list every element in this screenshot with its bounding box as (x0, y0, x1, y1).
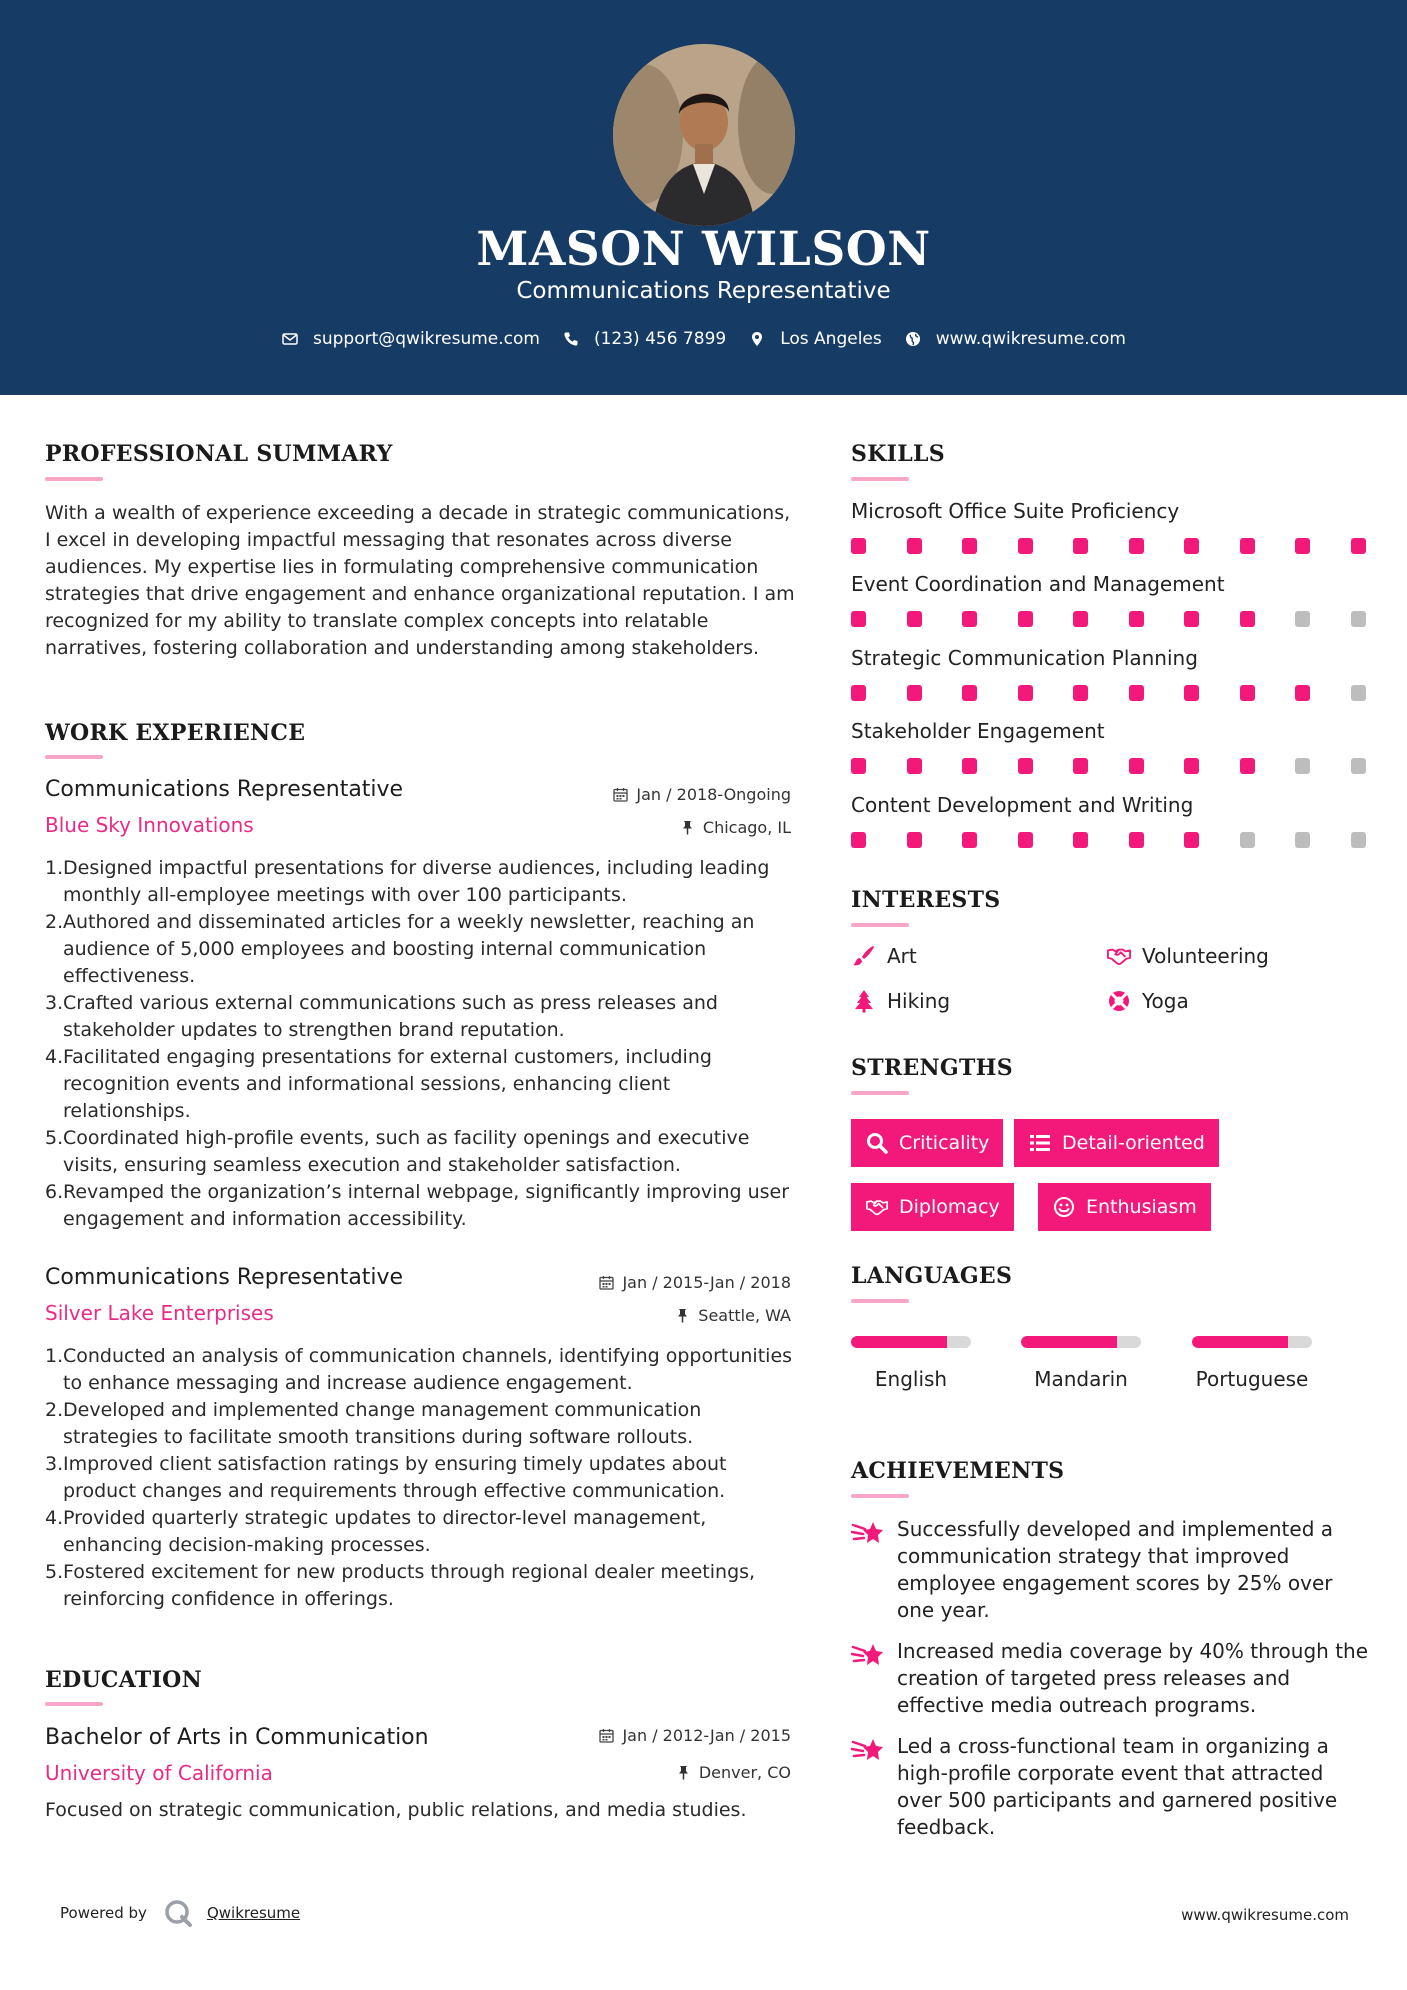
education-date (599, 1726, 791, 1745)
skill-rating (851, 538, 1364, 554)
skill-dot (1240, 611, 1255, 627)
company-name: Silver Lake Enterprises (45, 1301, 274, 1325)
list-item: 6. Revamped the organization’s internal webpage, significantly improving user engagement and information accessibility. (45, 1181, 790, 1230)
skill-dot (1018, 758, 1033, 774)
handshake-icon (1106, 943, 1132, 969)
interest-label: Hiking (887, 989, 951, 1013)
achievement-item (851, 1733, 1371, 1841)
skill-dot (1351, 832, 1366, 848)
interest-art (851, 943, 917, 969)
pushpin-icon (680, 820, 695, 835)
job-date-text: Jan / 2015-Jan / 2018 (622, 1273, 791, 1292)
achievement-text: Successfully developed and implemented a communication strategy that improved employee engagement scores by 25% over one year. (897, 1517, 1334, 1622)
job-bullets (45, 855, 795, 1233)
degree-title: Bachelor of Arts in Communication (45, 1725, 429, 1750)
list-item: 1. Designed impactful presentations for diverse audiences, including leading monthly all-employee meetings with over 100 participants. (45, 857, 770, 906)
strengths-underline (851, 1091, 909, 1095)
footer-powered-by (60, 1898, 300, 1928)
skill-dot (1129, 611, 1144, 627)
skill-dot (1129, 758, 1144, 774)
skill-dot (1184, 538, 1199, 554)
job-title: Communications Representative (45, 777, 404, 802)
envelope-icon (281, 330, 299, 348)
calendar-icon (599, 1275, 614, 1290)
powered-by-text: Powered by (60, 1904, 147, 1922)
search-icon (865, 1131, 889, 1155)
list-item: 3. Crafted various external communications such as press releases and stakeholder updates to strengthen brand reputation. (45, 992, 718, 1041)
skill-rating (851, 685, 1364, 701)
handshake-icon (865, 1195, 889, 1219)
summary-heading: PROFESSIONAL SUMMARY (45, 441, 393, 467)
achievements-heading: ACHIEVEMENTS (851, 1458, 1065, 1484)
lifebuoy-icon (1106, 988, 1132, 1014)
skill-dot (1295, 685, 1310, 701)
language-name: English (874, 1367, 948, 1391)
language-name: Mandarin (1034, 1367, 1128, 1391)
education-underline (45, 1702, 103, 1706)
skill-dot (962, 758, 977, 774)
footer-url[interactable]: www.qwikresume.com (1181, 1906, 1349, 1924)
education-description: Focused on strategic communication, public relations, and media studies. (45, 1799, 747, 1821)
skills-underline (851, 477, 909, 481)
skill-dot (851, 832, 866, 848)
calendar-icon (613, 787, 628, 802)
job-location (675, 1306, 791, 1325)
skill-rating (851, 832, 1364, 848)
skill-dot (962, 685, 977, 701)
summary-underline (45, 477, 103, 481)
paintbrush-icon (851, 943, 877, 969)
skill-dot (1240, 832, 1255, 848)
skill-dot (1295, 758, 1310, 774)
skill-name: Strategic Communication Planning (851, 646, 1198, 670)
skill-dot (1295, 611, 1310, 627)
strength-label: Diplomacy (899, 1196, 1000, 1218)
list-item: 3. Improved client satisfaction ratings by ensuring timely updates about product changes and requirements through effective communication. (45, 1453, 727, 1502)
achievement-item (851, 1516, 1371, 1624)
work-heading: WORK EXPERIENCE (45, 720, 306, 746)
skill-dot (1129, 538, 1144, 554)
skill-dot (1351, 758, 1366, 774)
skill-dot (907, 611, 922, 627)
skill-dot (1240, 538, 1255, 554)
skill-dot (851, 538, 866, 554)
languages-underline (851, 1299, 909, 1303)
job-location-text: Chicago, IL (702, 818, 791, 837)
skill-dot (1073, 758, 1088, 774)
interest-hiking (851, 988, 950, 1014)
skill-dot (1351, 611, 1366, 627)
strength-badge-detail-oriented (1014, 1119, 1219, 1167)
job-bullets (45, 1343, 795, 1613)
skill-dot (907, 685, 922, 701)
education-location-text: Denver, CO (698, 1763, 791, 1782)
candidate-name: MASON WILSON (476, 222, 931, 277)
skill-name: Content Development and Writing (851, 793, 1194, 817)
skill-dot (1018, 832, 1033, 848)
language-level-fill (851, 1336, 947, 1348)
strength-label: Detail-oriented (1062, 1132, 1205, 1154)
language-level-bar (1021, 1336, 1141, 1348)
skill-dot (1073, 832, 1088, 848)
language-level-bar (851, 1336, 971, 1348)
skill-dot (1018, 611, 1033, 627)
skill-name: Stakeholder Engagement (851, 719, 1105, 743)
smile-icon (1052, 1195, 1076, 1219)
achievement-item (851, 1638, 1371, 1719)
strength-badge-criticality (851, 1119, 1003, 1167)
education-date-text: Jan / 2012-Jan / 2015 (622, 1726, 791, 1745)
list-item: 1. Conducted an analysis of communication channels, identifying opportunities to enhance messaging and increase audience engagement. (45, 1345, 793, 1394)
shooting-star-icon (851, 1518, 887, 1550)
job-date (599, 1273, 791, 1292)
phone-icon (562, 330, 580, 348)
calendar-icon (599, 1728, 614, 1743)
summary-text: With a wealth of experience exceeding a decade in strategic communications, I excel in developing impactful messaging that resonates across diverse audiences. My expertise lies in formulating comprehensive communication strategies that drive engagement and enhance organizational reputation. I am recognized for my ability to translate complex concepts into relatable narratives, fostering collaboration and understanding among stakeholders. (45, 502, 795, 659)
contact-location (748, 329, 882, 349)
skill-dot (851, 758, 866, 774)
interest-yoga (1106, 988, 1189, 1014)
contact-email[interactable] (281, 329, 540, 349)
company-name: Blue Sky Innovations (45, 813, 254, 837)
contact-website[interactable] (904, 329, 1126, 349)
skill-dot (1184, 758, 1199, 774)
job-date-text: Jan / 2018-Ongoing (636, 785, 791, 804)
skill-dot (1073, 685, 1088, 701)
qwikresume-logo-icon (163, 1898, 193, 1928)
skill-dot (907, 832, 922, 848)
pushpin-icon (675, 1308, 690, 1323)
contact-phone-text: (123) 456 7899 (593, 329, 727, 349)
education-heading: EDUCATION (45, 1667, 203, 1693)
list-item: 2. Authored and disseminated articles for a weekly newsletter, reaching an audience of 5,000 employees and boosting internal communication effectiveness. (45, 911, 755, 987)
skill-dot (907, 538, 922, 554)
contact-email-text: support@qwikresume.com (313, 329, 540, 349)
qwikresume-link[interactable]: Qwikresume (206, 1904, 301, 1922)
skill-rating (851, 758, 1364, 774)
languages-heading: LANGUAGES (851, 1263, 1013, 1289)
skill-dot (1129, 685, 1144, 701)
tree-icon (851, 988, 877, 1014)
language-level-bar (1192, 1336, 1312, 1348)
skill-name: Event Coordination and Management (851, 572, 1225, 596)
interest-volunteering (1106, 943, 1269, 969)
strength-badge-diplomacy (851, 1183, 1014, 1231)
skill-dot (851, 611, 866, 627)
interest-label: Volunteering (1142, 944, 1269, 968)
skill-dot (1351, 685, 1366, 701)
list-item: 4. Provided quarterly strategic updates to director-level management, enhancing decision-making processes. (45, 1507, 707, 1556)
strengths-heading: STRENGTHS (851, 1055, 1013, 1081)
shooting-star-icon (851, 1640, 887, 1672)
skill-dot (1351, 538, 1366, 554)
skill-dot (1295, 832, 1310, 848)
profile-photo (613, 44, 795, 226)
globe-icon (904, 330, 922, 348)
list-icon (1028, 1131, 1052, 1155)
candidate-title: Communications Representative (516, 278, 891, 304)
strength-badge-enthusiasm (1038, 1183, 1211, 1231)
skill-dot (1240, 685, 1255, 701)
skill-dot (962, 611, 977, 627)
job-date (613, 785, 791, 804)
interest-label: Yoga (1142, 989, 1189, 1013)
language-level-fill (1192, 1336, 1288, 1348)
skill-dot (1240, 758, 1255, 774)
school-name: University of California (45, 1761, 273, 1785)
skill-dot (1073, 611, 1088, 627)
shooting-star-icon (851, 1735, 887, 1767)
skill-dot (1129, 832, 1144, 848)
interest-label: Art (887, 944, 917, 968)
language-level-fill (1021, 1336, 1117, 1348)
list-item: 5. Fostered excitement for new products through regional dealer meetings, reinforcing confidence in offerings. (45, 1561, 756, 1610)
skill-dot (907, 758, 922, 774)
skill-dot (1184, 611, 1199, 627)
achievement-text: Increased media coverage by 40% through the creation of targeted press releases and effective media outreach programs. (897, 1639, 1369, 1717)
skill-dot (1073, 538, 1088, 554)
skill-dot (1018, 685, 1033, 701)
list-item: 2. Developed and implemented change management communication strategies to facilitate smooth transitions during software rollouts. (45, 1399, 702, 1448)
skill-dot (1018, 538, 1033, 554)
language-name: Portuguese (1195, 1367, 1309, 1391)
job-location (680, 818, 791, 837)
strength-label: Enthusiasm (1086, 1196, 1197, 1218)
contact-phone[interactable] (562, 329, 726, 349)
contact-bar (0, 329, 1407, 349)
skills-heading: SKILLS (851, 441, 945, 467)
skill-dot (1295, 538, 1310, 554)
skill-dot (962, 832, 977, 848)
list-item: 4. Facilitated engaging presentations for external customers, including recognition events and informational sessions, enhancing client relationships. (45, 1046, 712, 1122)
resume-header (0, 0, 1407, 395)
interests-heading: INTERESTS (851, 887, 1001, 913)
education-location (676, 1763, 791, 1782)
achievement-text: Led a cross-functional team in organizing a high-profile corporate event that attracted over 500 participants and garnered positive feedback. (897, 1734, 1338, 1839)
contact-location-text: Los Angeles (780, 329, 882, 349)
strength-label: Criticality (899, 1132, 990, 1154)
contact-website-text: www.qwikresume.com (935, 329, 1126, 349)
list-item: 5. Coordinated high-profile events, such as facility openings and executive visits, ensuring seamless execution and stakeholder satisfaction. (45, 1127, 750, 1176)
job-location-text: Seattle, WA (698, 1306, 791, 1325)
skill-dot (851, 685, 866, 701)
map-pin-icon (748, 330, 766, 348)
work-underline (45, 755, 103, 759)
skill-dot (962, 538, 977, 554)
pushpin-icon (676, 1765, 691, 1780)
skill-name: Microsoft Office Suite Proficiency (851, 499, 1180, 523)
achievements-underline (851, 1494, 909, 1498)
skill-dot (1184, 685, 1199, 701)
job-title: Communications Representative (45, 1265, 404, 1290)
interests-underline (851, 923, 909, 927)
skill-rating (851, 611, 1364, 627)
skill-dot (1184, 832, 1199, 848)
